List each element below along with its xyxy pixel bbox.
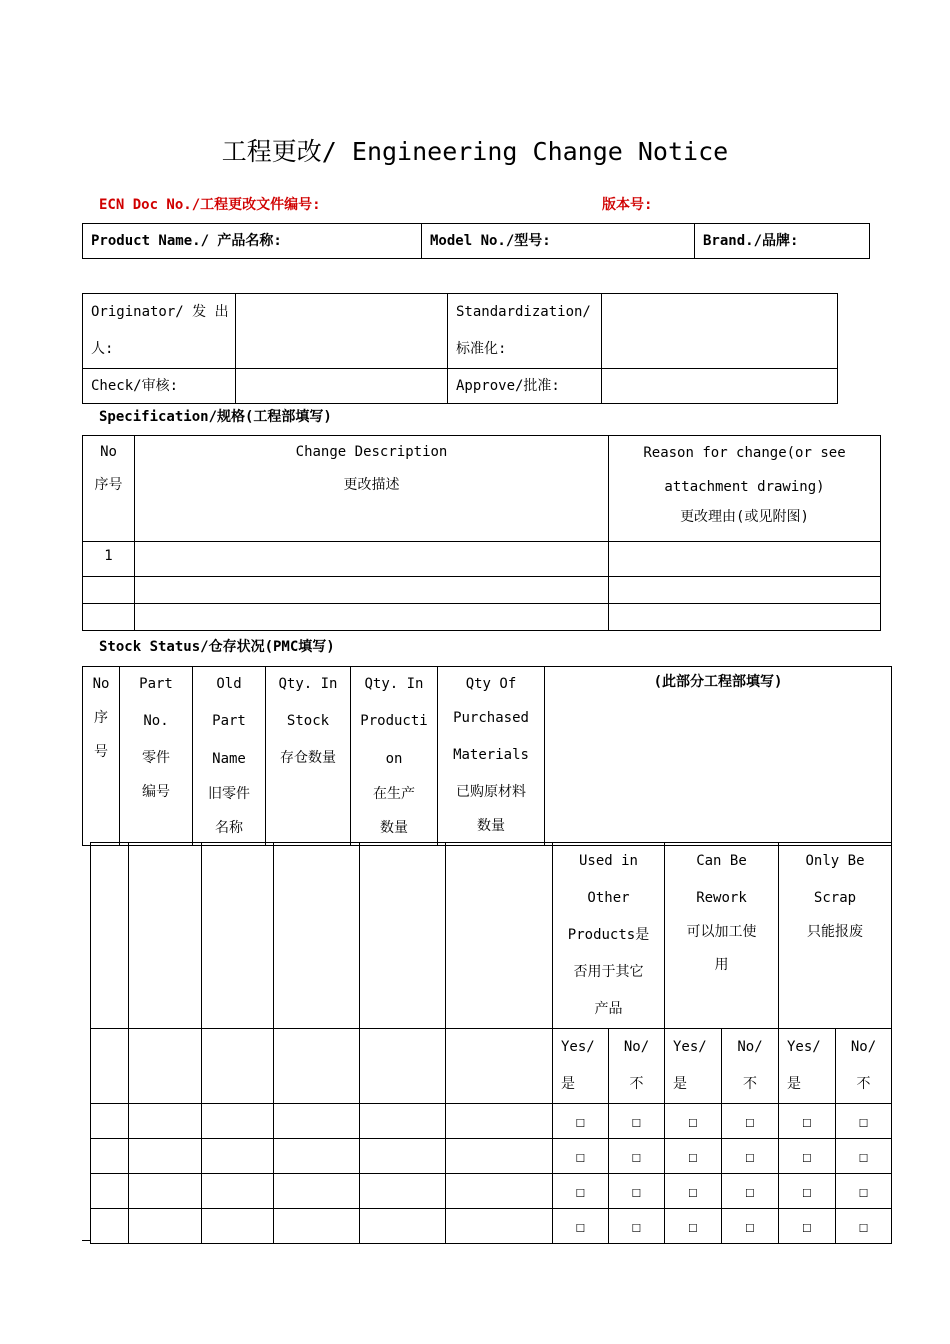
standardization-label: Standardization/ 标准化: xyxy=(448,294,602,369)
only-be-scrap: Only Be Scrap 只能报废 xyxy=(779,843,892,1029)
spec-col-description: Change Description 更改描述 xyxy=(135,436,609,542)
stock-table-edge xyxy=(82,1240,91,1241)
stock-cell[interactable] xyxy=(91,1209,129,1244)
stock-cell[interactable] xyxy=(360,1174,446,1209)
specification-heading: Specification/规格(工程部填写) xyxy=(99,409,332,425)
stock-col-old-part-name: Old Part Name 旧零件 名称 xyxy=(193,667,266,846)
product-name-cell[interactable]: Product Name./ 产品名称: xyxy=(83,224,422,259)
stock-body-table xyxy=(90,842,892,1244)
stock-cell[interactable] xyxy=(360,1209,446,1244)
yes-label: Yes/ 是 xyxy=(665,1029,722,1104)
stock-cell[interactable] xyxy=(360,843,446,1029)
checkbox[interactable]: ☐ xyxy=(836,1209,892,1244)
approve-value[interactable] xyxy=(602,369,838,404)
check-label: Check/审核: xyxy=(83,369,236,404)
spec-row-description[interactable] xyxy=(135,542,609,577)
checkbox[interactable]: ☐ xyxy=(665,1104,722,1139)
stock-cell[interactable] xyxy=(274,843,360,1029)
can-be-rework: Can Be Rework 可以加工使 用 xyxy=(665,843,779,1029)
checkbox[interactable]: ☐ xyxy=(722,1209,779,1244)
spec-col-no: No 序号 xyxy=(83,436,135,542)
spec-row-reason[interactable] xyxy=(609,577,881,604)
stock-cell[interactable] xyxy=(274,1209,360,1244)
checkbox[interactable]: ☐ xyxy=(722,1104,779,1139)
checkbox[interactable]: ☐ xyxy=(553,1104,609,1139)
checkbox[interactable]: ☐ xyxy=(665,1139,722,1174)
checkbox[interactable]: ☐ xyxy=(665,1174,722,1209)
stock-cell[interactable] xyxy=(274,1139,360,1174)
stock-col-part-no: Part No. 零件 编号 xyxy=(120,667,193,846)
stock-cell[interactable] xyxy=(274,1174,360,1209)
stock-cell[interactable] xyxy=(446,1104,553,1139)
checkbox[interactable]: ☐ xyxy=(609,1104,665,1139)
stock-cell[interactable] xyxy=(91,1104,129,1139)
spec-row-reason[interactable] xyxy=(609,542,881,577)
stock-cell[interactable] xyxy=(202,1104,274,1139)
checkbox[interactable]: ☐ xyxy=(609,1174,665,1209)
version-label: 版本号: xyxy=(602,197,653,213)
originator-label: Originator/ 发 出 人: xyxy=(83,294,236,369)
specification-table xyxy=(82,435,881,631)
checkbox[interactable]: ☐ xyxy=(779,1104,836,1139)
stock-cell[interactable] xyxy=(274,1029,360,1104)
checkbox[interactable]: ☐ xyxy=(836,1174,892,1209)
checkbox[interactable]: ☐ xyxy=(779,1174,836,1209)
stock-cell[interactable] xyxy=(446,1174,553,1209)
stock-col-qty-production: Qty. In Producti on 在生产 数量 xyxy=(351,667,438,846)
stock-heading: Stock Status/仓存状况(PMC填写) xyxy=(99,639,335,655)
stock-cell[interactable] xyxy=(202,1209,274,1244)
stock-cell[interactable] xyxy=(129,1139,202,1174)
checkbox[interactable]: ☐ xyxy=(665,1209,722,1244)
used-in-other-products: Used in Other Products是 否用于其它 产品 xyxy=(553,843,665,1029)
stock-cell[interactable] xyxy=(360,1139,446,1174)
stock-col-no: No 序 号 xyxy=(83,667,120,846)
checkbox[interactable]: ☐ xyxy=(553,1174,609,1209)
stock-cell[interactable] xyxy=(446,1139,553,1174)
stock-cell[interactable] xyxy=(91,1139,129,1174)
checkbox[interactable]: ☐ xyxy=(553,1209,609,1244)
stock-cell[interactable] xyxy=(202,843,274,1029)
no-label: No/ 不 xyxy=(722,1029,779,1104)
stock-cell[interactable] xyxy=(202,1174,274,1209)
stock-cell[interactable] xyxy=(129,843,202,1029)
stock-cell[interactable] xyxy=(446,843,553,1029)
stock-cell[interactable] xyxy=(446,1209,553,1244)
standardization-value[interactable] xyxy=(602,294,838,369)
stock-cell[interactable] xyxy=(202,1139,274,1174)
ecn-doc-no-label: ECN Doc No./工程更改文件编号: xyxy=(99,197,321,213)
stock-cell[interactable] xyxy=(129,1209,202,1244)
originator-value[interactable] xyxy=(236,294,448,369)
stock-cell[interactable] xyxy=(360,1029,446,1104)
stock-col-qty-stock: Qty. In Stock 存仓数量 xyxy=(266,667,351,846)
checkbox[interactable]: ☐ xyxy=(609,1139,665,1174)
spec-col-reason: Reason for change(or see attachment drawing) 更改理由(或见附图) xyxy=(609,436,881,542)
spec-row-description[interactable] xyxy=(135,604,609,631)
spec-row-no: 1 xyxy=(83,542,135,577)
checkbox[interactable]: ☐ xyxy=(553,1139,609,1174)
stock-cell[interactable] xyxy=(274,1104,360,1139)
stock-cell[interactable] xyxy=(91,1174,129,1209)
engineering-section-label: (此部分工程部填写) xyxy=(545,667,892,846)
stock-cell[interactable] xyxy=(129,1104,202,1139)
stock-cell[interactable] xyxy=(446,1029,553,1104)
no-label: No/ 不 xyxy=(609,1029,665,1104)
check-value[interactable] xyxy=(236,369,448,404)
checkbox[interactable]: ☐ xyxy=(836,1104,892,1139)
stock-cell[interactable] xyxy=(129,1029,202,1104)
checkbox[interactable]: ☐ xyxy=(836,1139,892,1174)
approval-table xyxy=(82,293,838,404)
approve-label: Approve/批准: xyxy=(448,369,602,404)
stock-cell[interactable] xyxy=(91,843,129,1029)
checkbox[interactable]: ☐ xyxy=(609,1209,665,1244)
stock-cell[interactable] xyxy=(91,1029,129,1104)
checkbox[interactable]: ☐ xyxy=(779,1209,836,1244)
stock-cell[interactable] xyxy=(360,1104,446,1139)
stock-cell[interactable] xyxy=(202,1029,274,1104)
spec-row-description[interactable] xyxy=(135,577,609,604)
stock-col-qty-purchased: Qty Of Purchased Materials 已购原材料 数量 xyxy=(438,667,545,846)
spec-row-no[interactable] xyxy=(83,604,135,631)
checkbox[interactable]: ☐ xyxy=(722,1139,779,1174)
yes-label: Yes/ 是 xyxy=(779,1029,836,1104)
product-table xyxy=(82,223,870,259)
page-title: 工程更改/ Engineering Change Notice xyxy=(221,137,729,166)
spec-row-reason[interactable] xyxy=(609,604,881,631)
stock-cell[interactable] xyxy=(129,1174,202,1209)
no-label: No/ 不 xyxy=(836,1029,892,1104)
checkbox[interactable]: ☐ xyxy=(779,1139,836,1174)
yes-label: Yes/ 是 xyxy=(553,1029,609,1104)
stock-header-table xyxy=(82,666,892,846)
model-no-cell[interactable]: Model No./型号: xyxy=(422,224,695,259)
spec-row-no[interactable] xyxy=(83,577,135,604)
checkbox[interactable]: ☐ xyxy=(722,1174,779,1209)
brand-cell[interactable]: Brand./品牌: xyxy=(695,224,870,259)
